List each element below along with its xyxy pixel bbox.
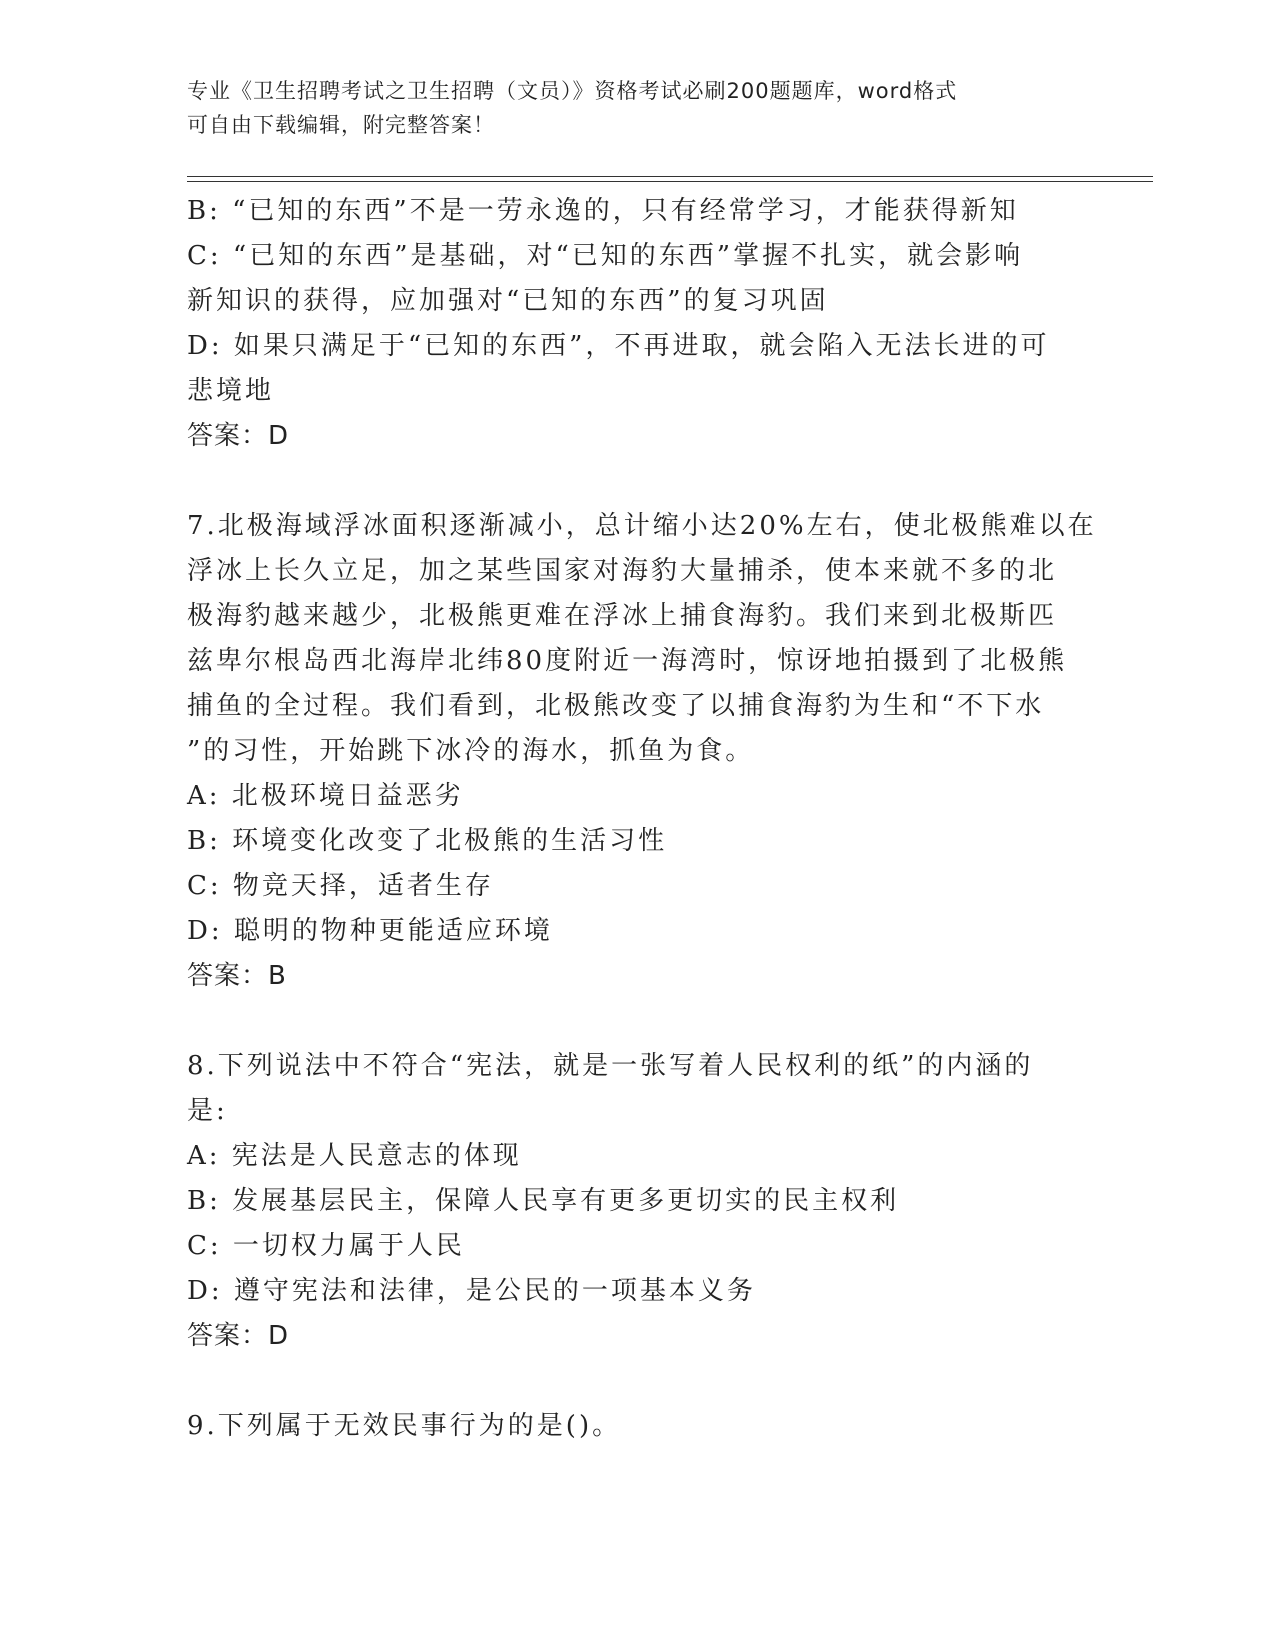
question-stem-line: 是: xyxy=(187,1096,228,1126)
question-stem-line: 8.下列说法中不符合“宪法，就是一张写着人民权利的纸”的内涵的 xyxy=(187,1051,1034,1081)
document-body xyxy=(187,189,1097,1449)
question-stem-line: ”的习性，开始跳下冰冷的海水，抓鱼为食。 xyxy=(187,736,755,766)
previous-question-options xyxy=(187,189,1087,459)
option-d: D: 遵守宪法和法律，是公民的一项基本义务 xyxy=(187,1276,756,1306)
header-divider-bottom xyxy=(187,181,1153,182)
spacer xyxy=(187,459,1087,504)
answer: 答案：D xyxy=(187,421,290,451)
option-c: C: “已知的东西”是基础，对“已知的东西”掌握不扎实，就会影响 xyxy=(187,241,1024,271)
question-stem-line: 浮冰上长久立足，加之某些国家对海豹大量捕杀，使本来就不多的北 xyxy=(187,556,1058,586)
spacer xyxy=(187,999,1087,1044)
header-title-line-2: 可自由下载编辑，附完整答案！ xyxy=(187,113,495,137)
option-c-continued: 新知识的获得，应加强对“已知的东西”的复习巩固 xyxy=(187,286,829,316)
header-divider-top xyxy=(187,176,1153,177)
question-stem-line: 兹卑尔根岛西北海岸北纬80度附近一海湾时，惊讶地拍摄到了北极熊 xyxy=(187,646,1068,676)
question-9 xyxy=(187,1404,1087,1449)
header-title-line-1: 专业《卫生招聘考试之卫生招聘（文员）》资格考试必刷200题题库，word格式 xyxy=(187,79,958,103)
option-b: B: “已知的东西”不是一劳永逸的，只有经常学习，才能获得新知 xyxy=(187,196,1019,226)
option-d: D: 聪明的物种更能适应环境 xyxy=(187,916,553,946)
question-stem-line: 9.下列属于无效民事行为的是()。 xyxy=(187,1411,622,1441)
option-a: A: 北极环境日益恶劣 xyxy=(187,781,464,811)
question-stem-line: 捕鱼的全过程。我们看到，北极熊改变了以捕食海豹为生和“不下水 xyxy=(187,691,1045,721)
option-c: C: 物竞天择，适者生存 xyxy=(187,871,494,901)
answer: 答案：D xyxy=(187,1321,290,1351)
question-7 xyxy=(187,504,1097,999)
option-b: B: 环境变化改变了北极熊的生活习性 xyxy=(187,826,668,856)
spacer xyxy=(187,1359,1087,1404)
question-stem-line: 极海豹越来越少，北极熊更难在浮冰上捕食海豹。我们来到北极斯匹 xyxy=(187,601,1058,631)
option-d: D: 如果只满足于“已知的东西”，不再进取，就会陷入无法长进的可 xyxy=(187,331,1050,361)
question-stem-line: 7.北极海域浮冰面积逐渐减小，总计缩小达20%左右，使北极熊难以在 xyxy=(187,511,1097,541)
option-a: A: 宪法是人民意志的体现 xyxy=(187,1141,522,1171)
option-b: B: 发展基层民主，保障人民享有更多更切实的民主权利 xyxy=(187,1186,900,1216)
option-d-continued: 悲境地 xyxy=(187,376,275,406)
option-c: C: 一切权力属于人民 xyxy=(187,1231,465,1261)
document-header xyxy=(187,74,1087,142)
answer: 答案：B xyxy=(187,961,287,991)
question-8 xyxy=(187,1044,1087,1359)
